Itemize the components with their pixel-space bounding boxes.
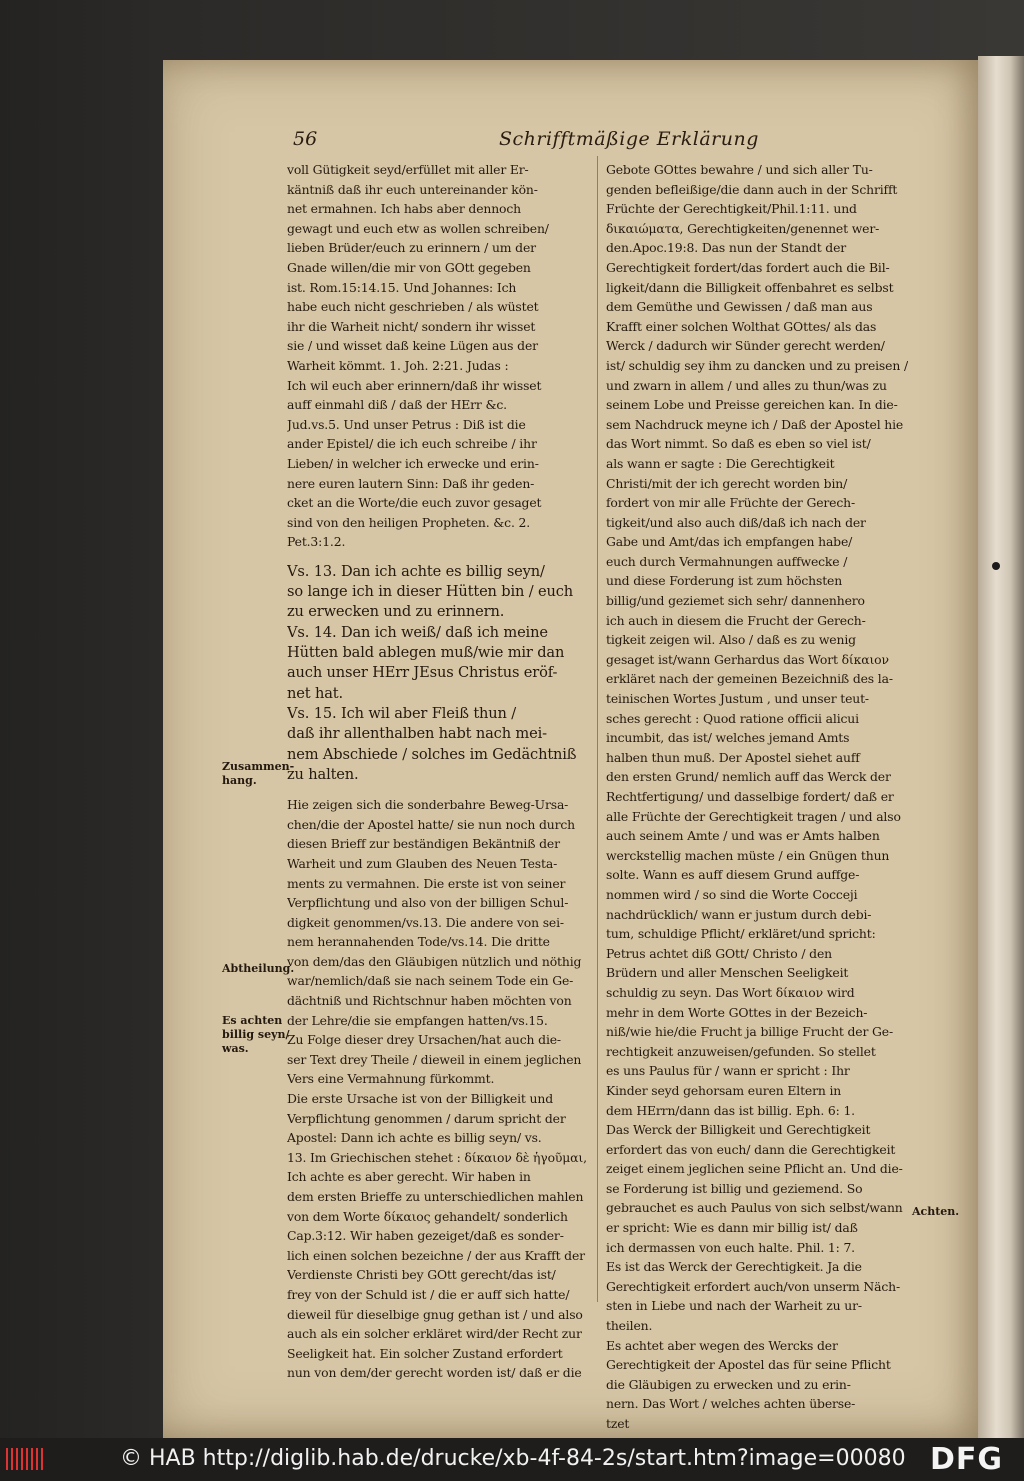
text-line: tzet [606,1416,630,1431]
text-line: habe euch nicht geschrieben / als wüstet [287,299,539,315]
text-line: ihr die Warheit nicht/ sondern ihr wisset [287,318,536,334]
text-line: und diese Forderung ist zum höchsten [606,573,843,589]
text-line: nun von dem/der gerecht worden ist/ daß er die [287,1365,582,1381]
dfg-logo: DFG [930,1442,1004,1477]
text-line: Kinder seyd gehorsam euren Eltern in [606,1082,842,1098]
text-line: fordert von mir alle Früchte der Gerech- [606,495,856,511]
text-line: so lange ich in dieser Hütten bin / euch [287,583,574,601]
text-line: digkeit genommen/vs.13. Die andere von sei- [287,914,564,930]
text-line: gesaget ist/wann Gerhardus das Wort δίκαιον [606,651,889,667]
text-line: niß/wie hie/die Frucht ja billige Frucht der Ge- [606,1024,894,1040]
text-line: Gerechtigkeit erfordert auch/von unserm Näch- [606,1278,901,1294]
text-line: Lieben/ in welcher ich erwecke und erin- [287,455,539,471]
text-line: alle Früchte der Gerechtigkeit tragen / und also [606,808,901,824]
text-line: Vers eine Vermahnung fürkommt. [287,1071,495,1087]
text-line: Krafft einer solchen Wolthat GOttes/ als das [606,318,877,334]
text-line: δικαιώματα, Gerechtigkeiten/genennet wer- [606,220,880,236]
text-line: zu halten. [287,765,359,783]
text-line: Warheit kömmt. 1. Joh. 2:21. Judas : [287,357,509,373]
text-line: der Lehre/die sie empfangen hatten/vs.15. [287,1012,548,1028]
text-line: lich einen solchen bezeichne / der aus Krafft der [287,1247,585,1263]
page-header [293,128,913,154]
text-line: Brüdern und aller Menschen Seeligkeit [606,965,849,981]
text-line: nere euren lautern Sinn: Daß ihr geden- [287,475,535,491]
margin-note-achten: Achten. [912,1205,960,1218]
text-line: Gabe und Amt/das ich empfangen habe/ [606,534,853,550]
viewer-footer [0,1438,1024,1481]
left-column [287,160,589,1383]
right-column [606,160,908,1434]
left-column-lower-text [287,785,589,1383]
text-line: se Forderung ist billig und geziemend. So [606,1180,863,1196]
text-line: werckstellig machen müste / ein Gnügen thun [606,847,890,863]
text-line: billig/und geziemet sich sehr/ dannenhero [606,593,865,609]
text-line: halben thun muß. Der Apostel siehet auff [606,749,860,765]
text-line: auch seinem Amte / und was er Amts halben [606,828,880,844]
text-line: auch unser HErr JEsus Christus eröf- [287,664,558,682]
text-line: Gnade willen/die mir von GOtt gegeben [287,259,531,275]
text-line: dem Gemüthe und Gewissen / daß man aus [606,299,873,315]
next-page-edge [978,56,1024,1438]
text-line: dem ersten Brieffe zu unterschiedlichen mahlen [287,1189,584,1205]
text-line: auch als ein solcher erkläret wird/der Recht zur [287,1326,582,1342]
text-line: cket an die Worte/die euch zuvor gesaget [287,495,542,511]
text-line: Vs. 14. Dan ich weiß/ daß ich meine [287,623,548,641]
text-line: Gerechtigkeit fordert/das fordert auch die Bil- [606,259,890,275]
text-line: nachdrücklich/ wann er justum durch debi- [606,906,872,922]
text-line: daß ihr allenthalben habt nach mei- [287,725,547,743]
text-line: Petrus achtet diß GOtt/ Christo / den [606,945,832,961]
text-line: nommen wird / so sind die Worte Cocceji [606,886,858,902]
column-divider [597,156,598,1302]
text-line: sem Nachdruck meyne ich / Daß der Apostel hie [606,416,904,432]
text-line: tum, schuldige Pflicht/ erkläret/und spricht: [606,926,876,942]
text-line: nem Abschiede / solches im Gedächtniß [287,745,577,763]
text-line: erfordert das von euch/ dann die Gerechtigkeit [606,1141,896,1157]
text-line: frey von der Schuld ist / die er auff sich hatte/ [287,1286,570,1302]
text-line: als wann er sagte : Die Gerechtigkeit [606,455,835,471]
text-line: Ich wil euch aber erinnern/daß ihr wisset [287,377,542,393]
text-line: die Gläubigen zu erwecken und zu erin- [606,1376,851,1392]
text-line: chen/die der Apostel hatte/ sie nun noch durch [287,816,576,832]
text-line: net ermahnen. Ich habs aber dennoch [287,201,521,217]
text-line: schuldig zu seyn. Das Wort δίκαιον wird [606,984,855,1000]
text-line: dem HErrn/dann das ist billig. Eph. 6: 1. [606,1102,855,1118]
text-line: nem herannahenden Tode/vs.14. Die dritte [287,934,550,950]
text-line: Verpflichtung und also von der billigen Schul- [287,895,569,911]
text-line: Hie zeigen sich die sonderbahre Beweg-Ursa- [287,797,569,813]
text-line: zu erwecken und zu erinnern. [287,603,505,621]
text-line: ich auch in diesem die Frucht der Gerech- [606,612,866,628]
text-line: incumbit, das ist/ welches jemand Amts [606,730,850,746]
text-line: diesen Brieff zur beständigen Bekäntniß der [287,836,560,852]
text-line: tigkeit zeigen wil. Also / daß es zu wenig [606,632,856,648]
left-column-upper-text [287,160,589,552]
text-line: sten in Liebe und nach der Warheit zu ur- [606,1298,862,1314]
text-line: Es achtet aber wegen des Wercks der [606,1337,838,1353]
text-line: von dem Worte δίκαιος gehandelt/ sonderlich [287,1208,568,1224]
text-line: zeiget einem jeglichen seine Pflicht an. Und die- [606,1161,903,1177]
text-line: mehr in dem Worte GOttes in der Bezeich- [606,1004,868,1020]
text-line: Vs. 15. Ich wil aber Fleiß thun / [287,704,517,722]
text-line: Pet.3:1.2. [287,534,346,550]
text-line: genden befleißige/die dann auch in der Schrifft [606,181,898,197]
text-line: Die erste Ursache ist von der Billigkeit und [287,1091,553,1107]
margin-note-es-achten: Es achten billig seyn/ was. [222,1014,290,1055]
text-line: ist/ schuldig sey ihm zu dancken und zu preisen / [606,357,908,373]
margin-note-abtheilung: Abtheilung. [222,962,295,975]
text-line: theilen. [606,1318,653,1334]
text-line: den ersten Grund/ nemlich auff das Werck der [606,769,891,785]
text-line: euch durch Vermahnungen auffwecke / [606,553,848,569]
text-line: sches gerecht : Quod ratione officii alicui [606,710,859,726]
text-line: auff einmahl diß / daß der HErr &c. [287,397,507,413]
library-logo [6,1448,44,1470]
text-line: tigkeit/und also auch diß/daß ich nach der [606,514,866,530]
right-column-text [606,160,908,1434]
text-line: Vs. 13. Dan ich achte es billig seyn/ [287,562,545,580]
text-line: das Wort nimmt. So daß es eben so viel ist/ [606,436,871,452]
text-line: Jud.vs.5. Und unser Petrus : Diß ist die [287,416,526,432]
text-line: erkläret nach der gemeinen Bezeichniß des la- [606,671,893,687]
text-line: gebrauchet es auch Paulus von sich selbst/wann [606,1200,903,1216]
margin-note-zusammenhang: Zusammen- hang. [222,760,295,787]
text-line: Verdienste Christi bey GOtt gerecht/das ist/ [287,1267,556,1283]
text-line: Es ist das Werck der Gerechtigkeit. Ja die [606,1259,862,1275]
text-line: rechtigkeit anzuweisen/gefunden. So stellet [606,1043,876,1059]
text-line: gewagt und euch etw as wollen schreiben/ [287,220,549,236]
text-line: nern. Das Wort / welches achten überse- [606,1396,856,1412]
text-line: dieweil für dieselbige gnug gethan ist / und also [287,1306,583,1322]
text-line: dächtniß und Richtschnur haben möchten von [287,993,572,1009]
text-line: ments zu vermahnen. Die erste ist von seiner [287,875,566,891]
text-line: es uns Paulus für / wann er spricht : Ihr [606,1063,850,1079]
text-line: teinischen Wortes Justum , und unser teut- [606,691,869,707]
text-line: Cap.3:12. Wir haben gezeiget/daß es sonder- [287,1228,564,1244]
text-line: seinem Lobe und Preisse gereichen kan. In die- [606,397,898,413]
page-mark-dot [992,562,1000,570]
text-line: Hütten bald ablegen muß/wie mir dan [287,644,565,662]
text-line: Seeligkeit hat. Ein solcher Zustand erfordert [287,1345,563,1361]
text-line: Apostel: Dann ich achte es billig seyn/ vs. [287,1130,542,1146]
text-line: war/nemlich/daß sie nach seinem Tode ein Ge- [287,973,574,989]
text-line: Christi/mit der ich gerecht worden bin/ [606,475,848,491]
text-line: den.Apoc.19:8. Das nun der Standt der [606,240,847,256]
text-line: ser Text drey Theile / dieweil in einem jeglichen [287,1051,582,1067]
text-line: ich dermassen von euch halte. Phil. 1: 7. [606,1239,855,1255]
text-line: ist. Rom.15:14.15. Und Johannes: Ich [287,279,517,295]
copyright-link[interactable]: © HAB http://diglib.hab.de/drucke/xb-4f-84-2s/start.htm?image=00080 [120,1446,906,1471]
text-line: und zwarn in allem / und alles zu thun/was zu [606,377,887,393]
text-line: er spricht: Wie es dann mir billig ist/ daß [606,1220,858,1236]
text-line: 13. Im Griechischen stehet : δίκαιον δὲ ἡγοῦμαι, [287,1149,587,1165]
text-line: Gerechtigkeit der Apostel das für seine Pflicht [606,1357,891,1373]
text-line: käntniß daß ihr euch untereinander kön- [287,181,538,197]
text-line: Früchte der Gerechtigkeit/Phil.1:11. und [606,201,857,217]
text-line: Das Werck der Billigkeit und Gerechtigkeit [606,1122,871,1138]
text-line: Zu Folge dieser drey Ursachen/hat auch die- [287,1032,561,1048]
text-line: sie / und wisset daß keine Lügen aus der [287,338,538,354]
text-line: Werck / dadurch wir Sünder gerecht werden/ [606,338,885,354]
text-line: sind von den heiligen Propheten. &c. 2. [287,514,531,530]
text-line: ander Epistel/ die ich euch schreibe / ihr [287,436,537,452]
text-line: Warheit und zum Glauben des Neuen Testa- [287,855,558,871]
text-line: Ich achte es aber gerecht. Wir haben in [287,1169,531,1185]
text-line: solte. Wann es auff diesem Grund auffge- [606,867,860,883]
running-title: Schrifftmäßige Erklärung [499,128,759,150]
text-line: net hat. [287,684,343,702]
text-line: Gebote GOttes bewahre / und sich aller Tu- [606,162,873,177]
page-number: 56 [293,128,318,150]
text-line: voll Gütigkeit seyd/erfüllet mit aller Er- [287,162,529,177]
text-line: ligkeit/dann die Billigkeit offenbahret es selbst [606,279,894,295]
scripture-verses [287,552,589,785]
text-line: von dem/das den Gläubigen nützlich und nöthig [287,953,582,969]
text-line: Verpflichtung genommen / darum spricht der [287,1110,566,1126]
text-line: Rechtfertigung/ und dasselbige fordert/ daß er [606,789,894,804]
text-line: lieben Brüder/euch zu erinnern / um der [287,240,536,256]
